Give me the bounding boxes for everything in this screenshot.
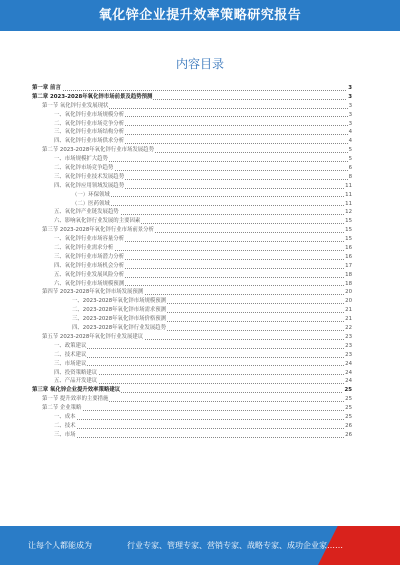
toc-page-number: 24 <box>345 360 352 367</box>
toc-entry[interactable] <box>32 386 352 395</box>
toc-leader-dots <box>42 410 352 411</box>
toc-page-number: 12 <box>345 209 352 216</box>
toc-page-number: 20 <box>345 289 352 296</box>
toc-page-number: 16 <box>345 253 352 260</box>
toc-entry-label: 二、技术建议 <box>54 351 87 358</box>
toc-entry-label: 六、氧化锌行业市场规模预测 <box>54 280 125 287</box>
toc-entry[interactable] <box>32 422 352 431</box>
toc-leader-dots <box>54 374 352 375</box>
toc-entry-label: 一、政策建议 <box>54 342 87 349</box>
toc-entry-label: 五、产品开发建议 <box>54 378 98 385</box>
toc-leader-dots <box>72 196 352 197</box>
toc-page-number: 11 <box>345 200 352 207</box>
toc-page-number: 23 <box>345 333 352 340</box>
table-of-contents <box>32 84 352 440</box>
toc-entry-label: 一、2023-2028年氧化锌市场规模预测 <box>72 298 167 305</box>
toc-entry[interactable] <box>32 235 352 244</box>
toc-entry-label: 四、2023-2028年氧化锌行业发展趋势 <box>72 325 167 332</box>
toc-entry-label: 六、影响氧化锌行业发展的主要因素 <box>54 218 141 225</box>
toc-entry-label: 第二节 2023-2028年氧化锌行业市场发展趋势 <box>42 147 154 154</box>
toc-entry[interactable] <box>32 333 352 342</box>
toc-entry-label: 三、市场建议 <box>54 360 87 367</box>
toc-page-number: 16 <box>345 245 352 252</box>
toc-page-number: 18 <box>345 280 352 287</box>
toc-entry[interactable] <box>32 111 352 120</box>
toc-page-number: 25 <box>345 396 352 403</box>
toc-entry[interactable] <box>32 342 352 351</box>
toc-page-number: 25 <box>344 387 352 394</box>
toc-entry[interactable] <box>32 360 352 369</box>
toc-page-number: 26 <box>345 431 352 438</box>
toc-page-number: 15 <box>345 227 352 234</box>
toc-entry[interactable] <box>32 288 352 297</box>
toc-entry-label: （二）医药领域 <box>72 200 110 207</box>
toc-entry-label: 三、市场 <box>54 431 76 438</box>
toc-leader-dots <box>54 437 352 438</box>
toc-entry-label: 三、2023-2028年氧化锌市场价格预测 <box>72 316 167 323</box>
toc-entry-label: 第一节 氧化锌行业发展现状 <box>42 102 109 109</box>
toc-entry[interactable] <box>32 120 352 129</box>
toc-leader-dots <box>54 365 352 366</box>
toc-entry[interactable] <box>32 226 352 235</box>
toc-entry-label: 第三节 2023-2028年氧化锌行业市场前景分析 <box>42 227 154 234</box>
toc-entry-label: 第一章 前言 <box>32 85 61 91</box>
toc-entry[interactable] <box>32 93 352 102</box>
toc-page-number: 5 <box>348 147 352 154</box>
toc-page-number: 20 <box>345 298 352 305</box>
toc-entry[interactable] <box>32 182 352 191</box>
toc-entry[interactable] <box>32 208 352 217</box>
toc-entry-label: 第一节 提升效率的主要措施 <box>42 396 109 403</box>
toc-page-number: 11 <box>345 182 352 189</box>
toc-entry-label: 三、氧化锌行业市场结构分析 <box>54 129 125 136</box>
toc-page-number: 21 <box>345 307 352 314</box>
toc-entry[interactable] <box>32 351 352 360</box>
toc-entry[interactable] <box>32 369 352 378</box>
toc-page-number: 24 <box>345 378 352 385</box>
toc-leader-dots <box>72 205 352 206</box>
toc-page-number: 18 <box>345 271 352 278</box>
toc-entry-label: 三、氧化锌行业市场潜力分析 <box>54 253 125 260</box>
toc-entry[interactable] <box>32 262 352 271</box>
report-title: 氧化锌企业提升效率策略研究报告 <box>98 8 302 23</box>
toc-page-number: 15 <box>345 218 352 225</box>
toc-entry[interactable] <box>32 155 352 164</box>
toc-entry[interactable] <box>32 191 352 200</box>
toc-entry[interactable] <box>32 128 352 137</box>
toc-page-number: 22 <box>345 325 352 332</box>
toc-entry-label: 第二章 2023-2028年氧化锌市场前景及趋势预测 <box>32 93 153 100</box>
toc-page-number: 15 <box>345 236 352 243</box>
toc-page-number: 3 <box>348 102 352 109</box>
toc-entry[interactable] <box>32 164 352 173</box>
toc-entry-label: 第四节 2023-2028年氧化锌市场发展预测 <box>42 289 144 296</box>
toc-leader-dots <box>54 357 352 358</box>
toc-entry-label: 第二节 企业策略 <box>42 405 82 412</box>
toc-entry[interactable] <box>32 137 352 146</box>
footer-roles: 行业专家、管理专家、营销专家、战略专家、成功企业家…… <box>127 541 343 550</box>
toc-leader-dots <box>54 428 352 429</box>
toc-page-number: 21 <box>345 316 352 323</box>
toc-page-number: 24 <box>345 369 352 376</box>
toc-page-number: 3 <box>348 111 352 118</box>
footer-slogan: 让每个人都能成为 <box>28 541 92 550</box>
toc-entry[interactable] <box>32 217 352 226</box>
toc-page-number: 3 <box>348 85 352 91</box>
toc-entry[interactable] <box>32 271 352 280</box>
toc-entry-label: 一、市场规模扩大趋势 <box>54 156 108 163</box>
toc-entry-label: 四、氧化锌行业市场机会分析 <box>54 262 125 269</box>
toc-page-number: 4 <box>348 129 352 136</box>
toc-entry[interactable] <box>32 102 352 111</box>
toc-leader-dots <box>54 383 352 384</box>
toc-entry[interactable] <box>32 173 352 182</box>
toc-leader-dots <box>32 90 352 91</box>
toc-page-number: 3 <box>348 93 352 100</box>
toc-entry-label: 五、氧化锌行业发展风险分析 <box>54 271 125 278</box>
toc-entry-label: （一）环保领域 <box>72 191 110 198</box>
toc-page-number: 25 <box>345 413 352 420</box>
toc-page-number: 6 <box>348 165 352 172</box>
toc-page-number: 11 <box>345 191 352 198</box>
toc-entry-label: 二、氧化锌行业市场竞争分析 <box>54 120 125 127</box>
toc-page-number: 17 <box>345 262 352 269</box>
toc-entry[interactable] <box>32 200 352 209</box>
toc-entry[interactable] <box>32 404 352 413</box>
toc-entry[interactable] <box>32 431 352 440</box>
toc-page-number: 26 <box>345 422 352 429</box>
toc-entry[interactable] <box>32 324 352 333</box>
toc-entry[interactable] <box>32 244 352 253</box>
toc-leader-dots <box>54 419 352 420</box>
toc-entry[interactable] <box>32 297 352 306</box>
toc-entry-label: 一、氧化锌行业市场容量分析 <box>54 236 125 243</box>
toc-entry-label: 第三章 氧化锌企业提升效率策略建议 <box>32 387 121 394</box>
toc-entry[interactable] <box>32 315 352 324</box>
toc-entry-label: 三、氧化锌行业技术发展趋势 <box>54 173 125 180</box>
toc-entry[interactable] <box>32 280 352 289</box>
toc-page-number: 5 <box>348 156 352 163</box>
toc-entry-label: 二、氧化锌行业需求分析 <box>54 245 114 252</box>
toc-entry-label: 第五节 2023-2028年氧化锌行业发展建议 <box>42 333 144 340</box>
toc-page-number: 4 <box>348 138 352 145</box>
toc-entry-label: 二、氧化锌市场竞争趋势 <box>54 165 114 172</box>
toc-entry-label: 四、氧化锌行业市场供求分析 <box>54 138 125 145</box>
toc-entry-label: 一、成本 <box>54 413 76 420</box>
toc-leader-dots <box>54 348 352 349</box>
toc-title: 内容目录 <box>175 57 224 71</box>
toc-entry[interactable] <box>32 377 352 386</box>
toc-page-number: 23 <box>345 342 352 349</box>
toc-entry-label: 四、氧化锌应用领域发展趋势 <box>54 182 125 189</box>
toc-entry[interactable] <box>32 395 352 404</box>
toc-page-number: 25 <box>345 405 352 412</box>
toc-entry[interactable] <box>32 146 352 155</box>
toc-entry-label: 一、氧化锌行业市场规模分析 <box>54 111 125 118</box>
toc-entry-label: 二、2023-2028年氧化锌市场需求预测 <box>72 307 167 314</box>
toc-entry[interactable] <box>32 413 352 422</box>
toc-page-number: 8 <box>348 173 352 180</box>
toc-page-number: 3 <box>348 120 352 127</box>
toc-entry-label: 四、投资策略建议 <box>54 369 98 376</box>
toc-entry-label: 二、技术 <box>54 422 76 429</box>
toc-entry-label: 五、氧化锌产业链发展趋势 <box>54 209 119 216</box>
toc-page-number: 23 <box>345 351 352 358</box>
toc-entry[interactable] <box>32 84 352 93</box>
toc-entry[interactable] <box>32 306 352 315</box>
toc-entry[interactable] <box>32 253 352 262</box>
